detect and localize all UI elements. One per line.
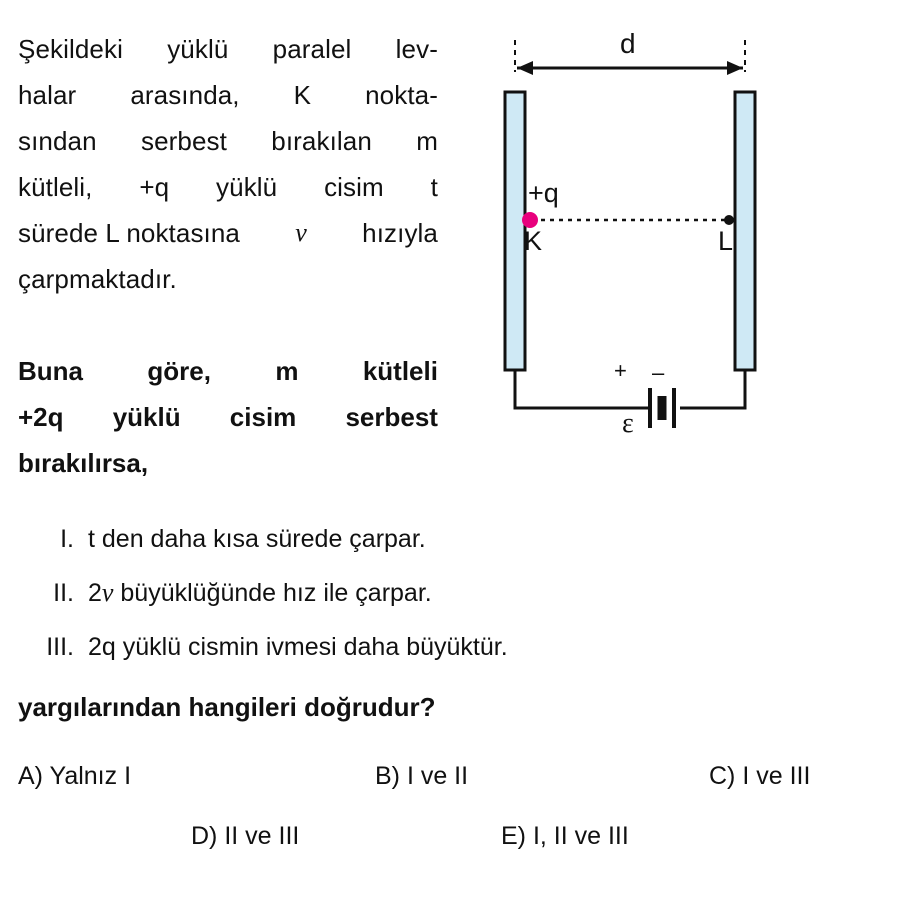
intro-word: arasında, — [130, 80, 240, 110]
charge-label: +q — [528, 178, 559, 208]
point-l-label: L — [718, 226, 734, 256]
intro-word: yüklü — [167, 34, 229, 64]
bold-word: serbest — [345, 402, 438, 432]
arrow-head-right — [727, 61, 743, 75]
emf-label: ε — [622, 408, 634, 439]
right-plate — [735, 92, 755, 370]
statement-number: I. — [60, 525, 74, 553]
point-k-label: K — [524, 226, 543, 256]
bold-word: göre, — [147, 356, 211, 386]
bold-word: cisim — [229, 402, 297, 432]
option-a[interactable]: A) Yalnız I — [18, 762, 132, 790]
intro-word: paralel — [272, 34, 352, 64]
bold-word: kütleli — [362, 356, 438, 386]
velocity-symbol: ν — [295, 218, 307, 247]
bold-word: yüklü — [112, 402, 181, 432]
bold-line-2 — [18, 394, 438, 440]
intro-word: +q — [139, 172, 170, 202]
statement-text: t den daha kısa sürede çarpar. — [88, 525, 426, 553]
statement-text: 2q yüklü cismin ivmesi daha büyüktür. — [88, 633, 508, 661]
intro-word: bırakılan — [271, 126, 372, 156]
question-prompt: yargılarından hangileri doğrudur? — [18, 692, 436, 722]
wire-right — [680, 370, 745, 408]
intro-word: cisim — [324, 172, 384, 202]
left-plate — [505, 92, 525, 370]
intro-word: kütleli, — [18, 172, 93, 202]
velocity-symbol: ν — [101, 578, 114, 607]
option-b[interactable]: B) I ve II — [375, 762, 469, 790]
intro-word: lev- — [395, 34, 438, 64]
intro-word: nokta- — [365, 80, 438, 110]
statement-3 — [28, 620, 868, 674]
intro-line-1 — [18, 26, 438, 72]
bold-line-1 — [18, 348, 438, 394]
intro-word: halar — [18, 80, 77, 110]
intro-line-2 — [18, 72, 438, 118]
intro-word: m — [416, 126, 438, 156]
wire-left — [515, 370, 650, 408]
statement-1 — [28, 512, 868, 566]
intro-word: Şekildeki — [18, 34, 123, 64]
point-l-dot — [724, 215, 734, 225]
intro-word: yüklü — [216, 172, 278, 202]
intro-word: serbest — [140, 126, 227, 156]
distance-label: d — [620, 28, 636, 59]
arrow-head-left — [517, 61, 533, 75]
intro-word: K — [293, 80, 312, 110]
bold-line-3: bırakılırsa, — [18, 448, 149, 478]
intro-word: sından — [18, 126, 97, 156]
statement-number: II. — [53, 579, 74, 607]
capacitor-figure — [480, 30, 880, 460]
bold-word: Buna — [18, 356, 83, 386]
battery-minus-label: ‒ — [652, 360, 665, 385]
bold-instruction — [18, 348, 438, 486]
intro-line-5 — [18, 210, 438, 256]
intro-word: t — [430, 172, 438, 202]
bold-word: +2q — [18, 402, 64, 432]
statement-number: III. — [46, 633, 74, 661]
statement-2 — [28, 566, 868, 620]
intro-line-4 — [18, 164, 438, 210]
statement-prefix: 2 — [88, 579, 102, 607]
bold-word: m — [275, 356, 299, 386]
option-e[interactable]: E) I, II ve III — [501, 822, 629, 850]
statements-list — [28, 512, 868, 674]
intro-line-3 — [18, 118, 438, 164]
statement-text — [88, 566, 868, 620]
intro-line-6: çarpmaktadır. — [18, 264, 177, 294]
intro-word: hızıyla — [362, 218, 438, 248]
option-d[interactable]: D) II ve III — [191, 822, 300, 850]
intro-word: sürede L noktasına — [18, 218, 240, 248]
statement-suffix: büyüklüğünde hız ile çarpar. — [113, 579, 432, 607]
battery-plus-label: + — [614, 358, 627, 383]
intro-paragraph — [18, 26, 438, 302]
option-c[interactable]: C) I ve III — [709, 762, 811, 790]
